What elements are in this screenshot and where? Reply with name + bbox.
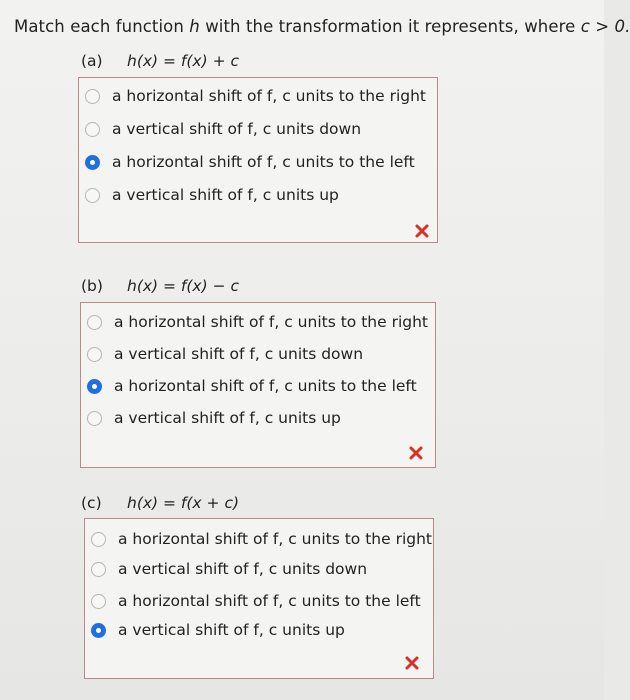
option-label: a horizontal shift of f, c units to the left bbox=[112, 153, 415, 171]
part-letter: (c) bbox=[81, 494, 102, 512]
option-label: a horizontal shift of f, c units to the right bbox=[112, 87, 426, 105]
part-function: h(x) = f(x + c) bbox=[127, 494, 240, 512]
option-label: a vertical shift of f, c units up bbox=[112, 186, 339, 204]
part-letter: (a) bbox=[81, 52, 103, 70]
incorrect-x-icon bbox=[405, 656, 419, 670]
option-label: a horizontal shift of f, c units to the left bbox=[118, 592, 421, 610]
part-b-option-3[interactable] bbox=[87, 377, 417, 395]
part-b-option-1[interactable] bbox=[87, 313, 428, 331]
radio-button[interactable] bbox=[91, 532, 106, 547]
part-a-option-3[interactable] bbox=[85, 153, 415, 171]
incorrect-x-icon bbox=[415, 224, 429, 238]
part-c-option-3[interactable] bbox=[91, 592, 421, 610]
radio-button[interactable] bbox=[87, 315, 102, 330]
radio-button[interactable] bbox=[87, 411, 102, 426]
part-c-answer-box bbox=[84, 518, 434, 679]
radio-button[interactable] bbox=[91, 594, 106, 609]
option-label: a horizontal shift of f, c units to the left bbox=[114, 377, 417, 395]
part-a-answer-box bbox=[78, 77, 438, 243]
part-c-label bbox=[81, 494, 239, 512]
radio-button[interactable] bbox=[85, 188, 100, 203]
part-c-option-1[interactable] bbox=[91, 530, 432, 548]
part-a-option-1[interactable] bbox=[85, 87, 426, 105]
option-label: a vertical shift of f, c units down bbox=[112, 120, 362, 138]
part-a-label bbox=[81, 52, 239, 70]
part-b-option-4[interactable] bbox=[87, 409, 341, 427]
part-a-option-2[interactable] bbox=[85, 120, 361, 138]
option-label: a horizontal shift of f, c units to the right bbox=[114, 313, 428, 331]
option-label: a vertical shift of f, c units down bbox=[114, 345, 364, 363]
part-b-label bbox=[81, 277, 239, 295]
part-b-answer-box bbox=[80, 302, 436, 468]
part-function: h(x) = f(x) + c bbox=[127, 52, 240, 70]
option-label: a vertical shift of f, c units down bbox=[118, 560, 368, 578]
radio-button[interactable] bbox=[91, 562, 106, 577]
incorrect-x-icon bbox=[409, 446, 423, 460]
radio-button[interactable] bbox=[87, 347, 102, 362]
option-label: a vertical shift of f, c units up bbox=[114, 409, 341, 427]
part-c-option-2[interactable] bbox=[91, 560, 367, 578]
radio-button-selected[interactable] bbox=[91, 623, 106, 638]
question-prompt: Match each function h with the transformation it represents, where c > 0. bbox=[14, 17, 630, 36]
radio-button-selected[interactable] bbox=[85, 155, 100, 170]
part-b-option-2[interactable] bbox=[87, 345, 363, 363]
option-label: a vertical shift of f, c units up bbox=[118, 621, 345, 639]
radio-button[interactable] bbox=[85, 122, 100, 137]
part-function: h(x) = f(x) − c bbox=[127, 277, 240, 295]
option-label: a horizontal shift of f, c units to the right bbox=[118, 530, 432, 548]
part-c-option-4[interactable] bbox=[91, 621, 345, 639]
radio-button[interactable] bbox=[85, 89, 100, 104]
part-a-option-4[interactable] bbox=[85, 186, 339, 204]
part-letter: (b) bbox=[81, 277, 103, 295]
radio-button-selected[interactable] bbox=[87, 379, 102, 394]
